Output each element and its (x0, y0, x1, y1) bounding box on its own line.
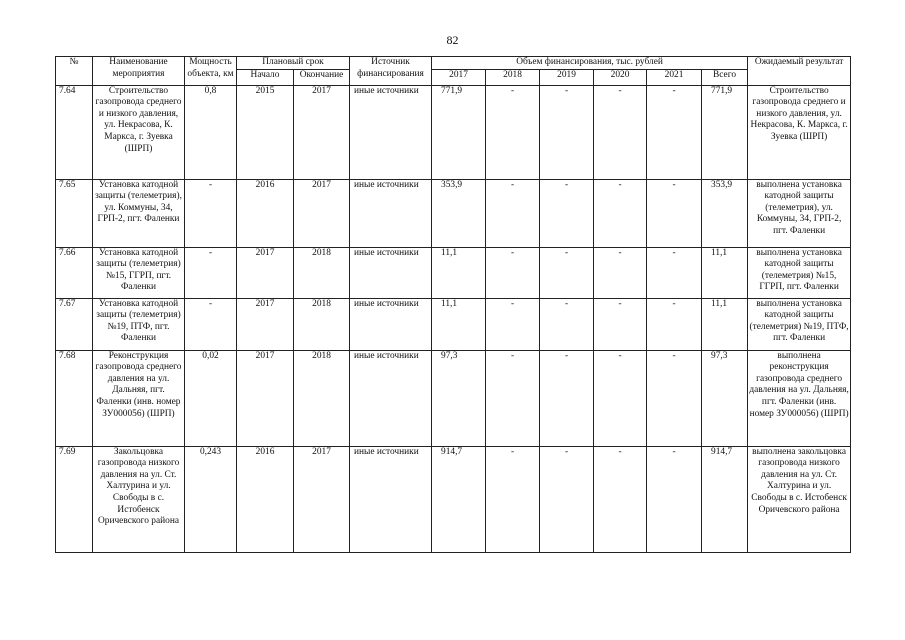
header-capacity: Мощность объекта, км (185, 57, 237, 86)
funding-2017: 11,1 (432, 298, 486, 350)
funding-2019: - (540, 179, 594, 247)
header-total: Всего (702, 69, 748, 85)
funding-2018: - (486, 350, 540, 446)
funding-source: иные источники (350, 85, 432, 179)
funding-2018: - (486, 247, 540, 298)
funding-2020: - (594, 247, 647, 298)
funding-2021: - (647, 247, 702, 298)
start-year: 2016 (237, 446, 294, 552)
measure-name: Установка катодной защиты (телеметрия), ул. Коммуны, 34, ГРП-2, пгт. Фаленки (93, 179, 185, 247)
funding-total: 914,7 (702, 446, 748, 552)
funding-2017: 97,3 (432, 350, 486, 446)
header-start: Начало (237, 69, 294, 85)
funding-source: иные источники (350, 446, 432, 552)
header-funding: Объем финансирования, тыс. рублей (432, 57, 748, 70)
header-source: Источник финансирования (350, 57, 432, 86)
funding-2017: 914,7 (432, 446, 486, 552)
row-number: 7.66 (56, 247, 93, 298)
row-number: 7.69 (56, 446, 93, 552)
start-year: 2017 (237, 247, 294, 298)
funding-2019: - (540, 85, 594, 179)
funding-total: 11,1 (702, 247, 748, 298)
table-row (56, 446, 851, 552)
funding-2018: - (486, 85, 540, 179)
funding-source: иные источники (350, 350, 432, 446)
funding-2021: - (647, 298, 702, 350)
table-row (56, 179, 851, 247)
capacity-value: - (185, 298, 237, 350)
capacity-value: - (185, 179, 237, 247)
measure-name: Строительство газопровода среднего и низкого давления, ул. Некрасова, К. Маркса, г. Зуевка (ШРП) (93, 85, 185, 179)
header-year-2020: 2020 (594, 69, 647, 85)
row-number: 7.68 (56, 350, 93, 446)
capacity-value: 0,8 (185, 85, 237, 179)
capacity-value: 0,243 (185, 446, 237, 552)
funding-2020: - (594, 85, 647, 179)
funding-2020: - (594, 446, 647, 552)
funding-2020: - (594, 179, 647, 247)
row-number: 7.65 (56, 179, 93, 247)
start-year: 2015 (237, 85, 294, 179)
header-plan-period: Плановый срок (237, 57, 350, 70)
funding-2019: - (540, 350, 594, 446)
header-num: № (56, 57, 93, 86)
funding-2018: - (486, 446, 540, 552)
funding-source: иные источники (350, 247, 432, 298)
funding-table (55, 56, 851, 553)
end-year: 2018 (294, 247, 350, 298)
expected-result: выполнена установка катодной защиты (телеметрия), ул. Коммуны, 34, ГРП-2, пгт. Фаленки (748, 179, 851, 247)
measure-name: Установка катодной защиты (телеметрия) №15, ГГРП, пгт. Фаленки (93, 247, 185, 298)
funding-2021: - (647, 85, 702, 179)
header-year-2018: 2018 (486, 69, 540, 85)
funding-total: 771,9 (702, 85, 748, 179)
end-year: 2017 (294, 179, 350, 247)
funding-total: 97,3 (702, 350, 748, 446)
end-year: 2017 (294, 446, 350, 552)
measure-name: Установка катодной защиты (телеметрия) №19, ПТФ, пгт. Фаленки (93, 298, 185, 350)
funding-2021: - (647, 446, 702, 552)
funding-2017: 11,1 (432, 247, 486, 298)
funding-2019: - (540, 446, 594, 552)
funding-total: 11,1 (702, 298, 748, 350)
header-result: Ожидаемый результат (748, 57, 851, 86)
header-year-2019: 2019 (540, 69, 594, 85)
funding-2018: - (486, 179, 540, 247)
funding-2020: - (594, 298, 647, 350)
funding-2019: - (540, 298, 594, 350)
funding-source: иные источники (350, 298, 432, 350)
expected-result: выполнена установка катодной защиты (телеметрия) №15, ГГРП, пгт. Фаленки (748, 247, 851, 298)
expected-result: выполнена установка катодной защиты (телеметрия) №19, ПТФ, пгт. Фаленки (748, 298, 851, 350)
header-name: Наименование мероприятия (93, 57, 185, 86)
funding-2021: - (647, 350, 702, 446)
table-row (56, 350, 851, 446)
funding-2018: - (486, 298, 540, 350)
expected-result: выполнена реконструкция газопровода среднего давления на ул. Дальняя, пгт. Фаленки (инв. номер ЗУ000056) (ШРП) (748, 350, 851, 446)
row-number: 7.64 (56, 85, 93, 179)
header-end: Окончание (294, 69, 350, 85)
start-year: 2016 (237, 179, 294, 247)
capacity-value: 0,02 (185, 350, 237, 446)
page-number: 82 (446, 33, 459, 47)
measure-name: Закольцовка газопровода низкого давления на ул. Ст. Халтурина и ул. Свободы в с. Истобенск Оричевского района (93, 446, 185, 552)
table-row (56, 298, 851, 350)
funding-2021: - (647, 179, 702, 247)
end-year: 2018 (294, 298, 350, 350)
table-row (56, 85, 851, 179)
measure-name: Реконструкция газопровода среднего давления на ул. Дальняя, пгт. Фаленки (инв. номер ЗУ000056) (ШРП) (93, 350, 185, 446)
table-row (56, 247, 851, 298)
funding-2020: - (594, 350, 647, 446)
expected-result: Строительство газопровода среднего и низкого давления, ул. Некрасова, К. Маркса, г. Зуевка (ШРП) (748, 85, 851, 179)
expected-result: выполнена закольцовка газопровода низкого давления на ул. Ст. Халтурина и ул. Свободы в с. Истобенск Оричевского района (748, 446, 851, 552)
funding-2019: - (540, 247, 594, 298)
end-year: 2017 (294, 85, 350, 179)
funding-2017: 771,9 (432, 85, 486, 179)
header-year-2021: 2021 (647, 69, 702, 85)
funding-total: 353,9 (702, 179, 748, 247)
start-year: 2017 (237, 298, 294, 350)
header-year-2017: 2017 (432, 69, 486, 85)
capacity-value: - (185, 247, 237, 298)
end-year: 2018 (294, 350, 350, 446)
start-year: 2017 (237, 350, 294, 446)
funding-2017: 353,9 (432, 179, 486, 247)
row-number: 7.67 (56, 298, 93, 350)
funding-source: иные источники (350, 179, 432, 247)
